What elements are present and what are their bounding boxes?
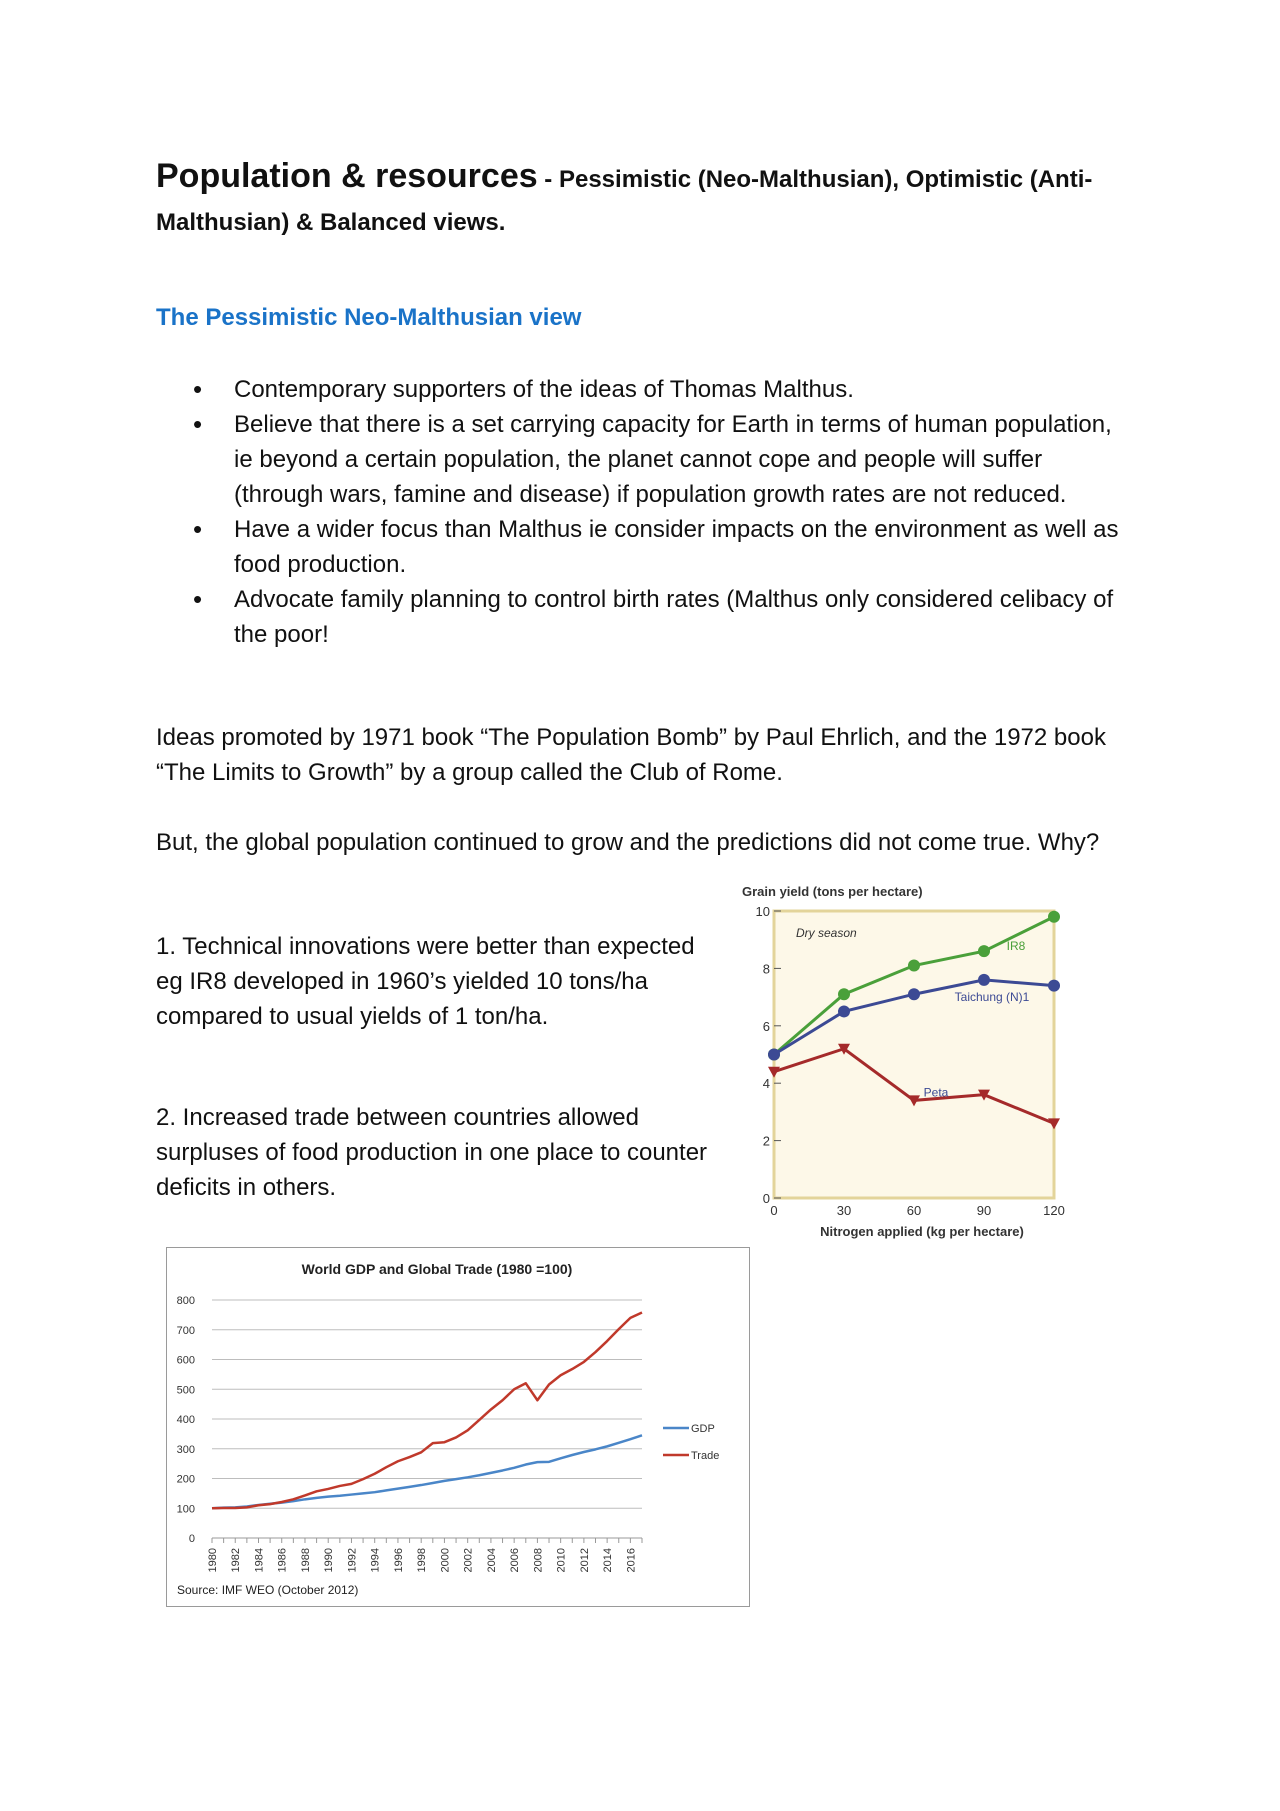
y-tick-label: 300: [176, 1443, 195, 1456]
y-tick-label: 800: [176, 1295, 195, 1307]
x-tick-label: 1996: [392, 1548, 405, 1573]
plot-area: [774, 911, 1054, 1198]
paragraph-reason-1: 1. Technical innovations were better than expected eg IR8 developed in 1960’s yielded 10 tons/ha compared to usual yields of 1 ton/ha.: [156, 933, 695, 1030]
y-tick-label: 4: [762, 1076, 770, 1092]
x-tick-label: 1998: [416, 1548, 429, 1573]
x-tick-label: 1988: [299, 1548, 312, 1573]
paragraph-reason-2: 2. Increased trade between countries allowed surpluses of food production in one place to counter deficits in others.: [156, 1104, 708, 1201]
series-label: Taichung (N)1: [954, 990, 1030, 1005]
x-tick-label: 2008: [532, 1548, 545, 1573]
y-tick-label: 2: [762, 1133, 770, 1149]
x-tick-label: 1980: [207, 1548, 219, 1573]
x-tick-label: 2010: [555, 1548, 568, 1573]
series-label: IR8: [1006, 939, 1026, 954]
x-tick-label: 2014: [602, 1548, 615, 1573]
x-tick-label: 1990: [323, 1548, 336, 1573]
data-point: [908, 988, 920, 1000]
x-tick-label: 1992: [346, 1548, 359, 1573]
chart-title: Grain yield (tons per hectare): [742, 884, 923, 899]
legend-label: GDP: [691, 1423, 715, 1435]
page-title: [156, 156, 1116, 246]
x-tick-label: 1982: [230, 1548, 243, 1573]
x-tick-label: 2002: [462, 1548, 475, 1573]
x-tick-label: 1994: [369, 1548, 382, 1573]
x-tick-label: 30: [836, 1203, 852, 1218]
y-tick-label: 600: [176, 1354, 195, 1367]
data-point: [908, 960, 920, 972]
x-tick-label: 1984: [253, 1548, 266, 1573]
bullet-item: • Have a wider focus than Malthus ie consider impacts on the environment as well as food production.: [156, 512, 1136, 582]
chart-annotation: Dry season: [796, 926, 857, 940]
paragraph-but: But, the global population continued to grow and the predictions did not come true. Why?: [156, 829, 1100, 856]
y-tick-label: 8: [762, 961, 770, 977]
data-point: [768, 1049, 780, 1061]
y-tick-label: 400: [176, 1414, 195, 1426]
x-axis-label: Nitrogen applied (kg per hectare): [820, 1224, 1024, 1239]
y-tick-label: 6: [762, 1018, 770, 1034]
chart-title: World GDP and Global Trade (1980 =100): [301, 1261, 573, 1277]
bullet-item: • Contemporary supporters of the ideas of Thomas Malthus.: [156, 372, 1136, 407]
x-tick-label: 2016: [625, 1548, 638, 1573]
title-main: Population & resources: [156, 157, 538, 195]
y-tick-label: 200: [176, 1473, 195, 1486]
y-tick-label: 0: [188, 1533, 195, 1545]
data-point: [978, 974, 990, 986]
data-point: [1048, 911, 1060, 923]
data-point: [978, 945, 990, 957]
x-tick-label: 2000: [439, 1548, 452, 1573]
y-tick-label: 700: [176, 1324, 195, 1337]
data-point: [838, 1005, 850, 1017]
x-tick-label: 2004: [485, 1548, 498, 1573]
x-tick-label: 1986: [276, 1548, 289, 1573]
grain-yield-chart: [732, 880, 1272, 1250]
data-point: [1048, 980, 1060, 992]
y-tick-label: 0: [762, 1191, 770, 1206]
section-heading: The Pessimistic Neo-Malthusian view: [156, 304, 582, 331]
bullet-item: • Believe that there is a set carrying capacity for Earth in terms of human population, ie beyond a certain population, the planet cannot cope and people will suffer (through wars, famine and disease) if population growth rates are not reduced.: [156, 407, 1136, 512]
x-tick-label: 60: [906, 1203, 922, 1218]
y-tick-label: 500: [176, 1384, 195, 1397]
x-tick-label: 2012: [578, 1548, 591, 1573]
legend-label: Trade: [691, 1450, 720, 1462]
data-point: [838, 988, 850, 1000]
title-subtitle: - Pessimistic (Neo-Malthusian), Optimistic (Anti-Malthusian) & Balanced views.: [156, 166, 1093, 236]
series-label: Peta: [923, 1085, 949, 1100]
x-tick-label: 120: [1043, 1203, 1065, 1218]
world-gdp-trade-chart: [166, 1247, 750, 1607]
paragraph-ideas: Ideas promoted by 1971 book “The Population Bomb” by Paul Ehrlich, and the 1972 book “The Limits to Growth” by a group called the Club of Rome.: [156, 724, 1106, 786]
y-tick-label: 10: [755, 904, 770, 919]
bullet-list: [156, 372, 1136, 652]
bullet-item: • Advocate family planning to control birth rates (Malthus only considered celibacy of the poor!: [156, 582, 1136, 652]
chart-source: Source: IMF WEO (October 2012): [177, 1583, 359, 1597]
y-tick-label: 100: [176, 1503, 195, 1516]
x-tick-label: 2006: [509, 1548, 522, 1573]
x-tick-label: 0: [770, 1203, 778, 1218]
x-tick-label: 90: [976, 1203, 992, 1218]
